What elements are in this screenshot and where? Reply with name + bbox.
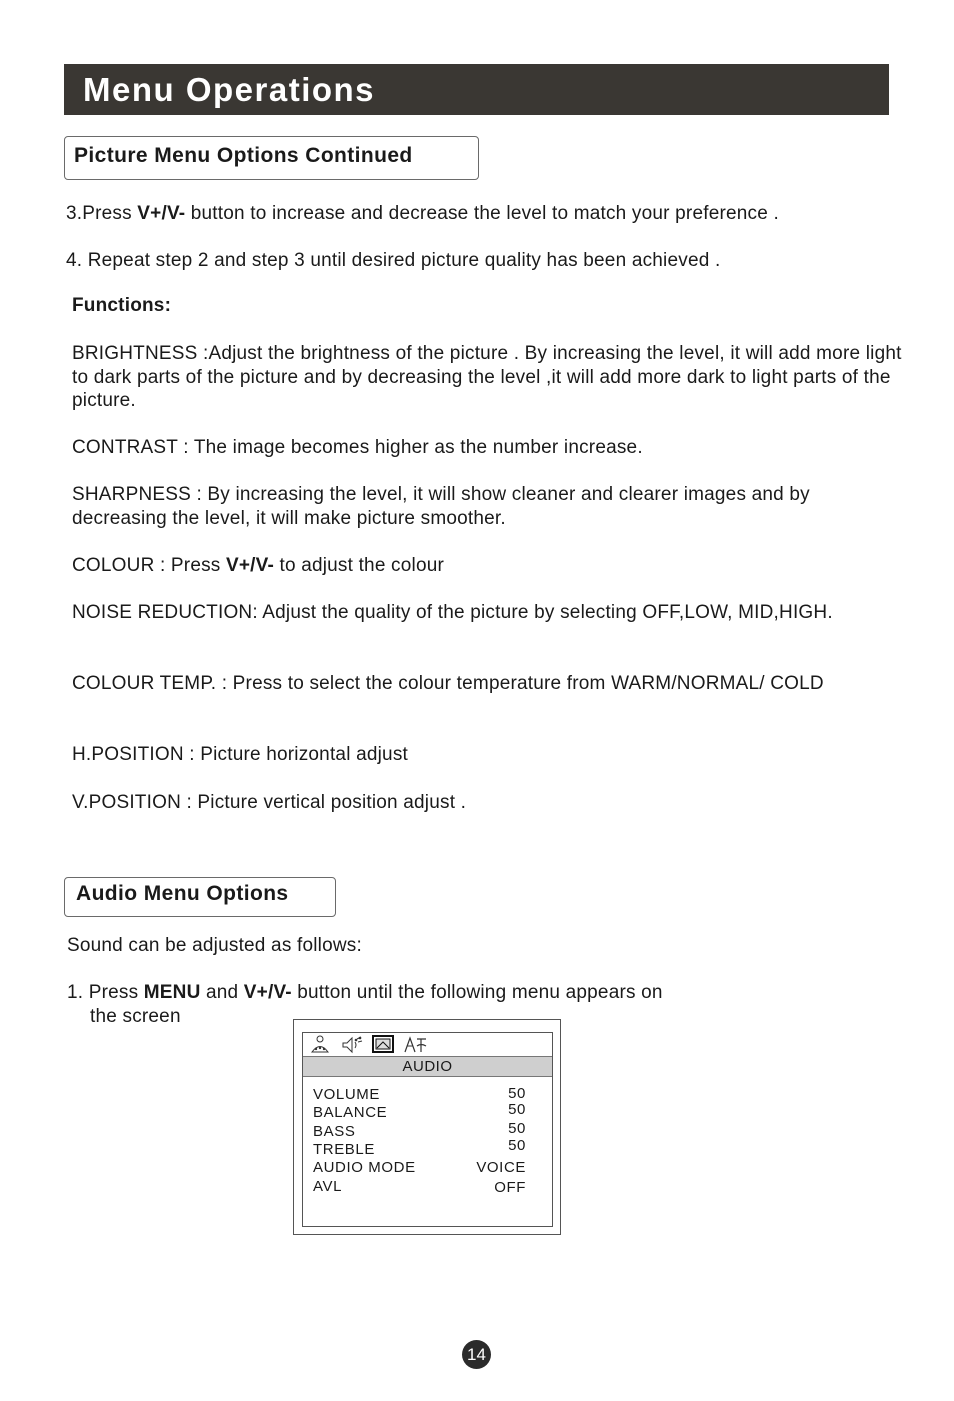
picture-section-heading-box xyxy=(64,136,479,180)
colour-prefix: COLOUR : Press xyxy=(72,555,226,576)
osd-item-value: 50 xyxy=(508,1120,526,1137)
osd-item-label: AVL xyxy=(313,1178,343,1195)
osd-item-label: BALANCE xyxy=(313,1104,388,1121)
speaker-icon xyxy=(341,1035,363,1054)
noise-reduction-description: NOISE REDUCTION: Adjust the quality of the picture by selecting OFF,LOW, MID,HIGH. xyxy=(72,602,833,623)
menu-key: MENU xyxy=(143,982,201,1003)
function-icon xyxy=(402,1035,428,1054)
title-banner xyxy=(64,64,889,115)
osd-item-label: BASS xyxy=(313,1123,356,1140)
colour-temp-description: COLOUR TEMP. : Press to select the colour temperature from WARM/NORMAL/ COLD xyxy=(72,673,824,694)
page-number-badge: 14 xyxy=(462,1340,491,1369)
step-3-key: V+/V- xyxy=(137,203,186,224)
brightness-description: BRIGHTNESS :Adjust the brightness of the picture . By increasing the level, it will add more light to dark parts of the picture and by decreasing the level ,it will add more dark to light parts of the picture. xyxy=(72,343,902,411)
volume-key: V+/V- xyxy=(243,982,292,1003)
osd-item-value: OFF xyxy=(494,1179,526,1196)
picture-icon xyxy=(309,1035,331,1054)
audio-section-title: Audio Menu Options xyxy=(76,882,289,905)
h-position-description: H.POSITION : Picture horizontal adjust xyxy=(72,744,408,765)
audio-section-heading-box xyxy=(64,877,336,917)
osd-header: AUDIO xyxy=(303,1056,552,1077)
colour-description xyxy=(72,554,902,578)
audio-step-1-prefix: 1. Press xyxy=(67,982,144,1003)
osd-item-label: VOLUME xyxy=(313,1086,380,1103)
osd-icon-bar xyxy=(303,1033,552,1056)
audio-osd-panel xyxy=(302,1032,553,1227)
audio-osd-menu xyxy=(293,1019,561,1235)
sharpness-description: SHARPNESS : By increasing the level, it will show cleaner and clearer images and by decreasing the level, it will make picture smoother. xyxy=(72,484,810,529)
osd-item-label: AUDIO MODE xyxy=(313,1159,416,1176)
functions-heading: Functions: xyxy=(72,295,172,316)
osd-item-value: 50 xyxy=(508,1137,526,1154)
osd-item-label: TREBLE xyxy=(313,1141,375,1158)
tv-screen-icon xyxy=(372,1035,396,1054)
contrast-description: CONTRAST : The image becomes higher as the number increase. xyxy=(72,437,643,458)
audio-step-1-mid: and xyxy=(200,982,244,1003)
v-position-description: V.POSITION : Picture vertical position adjust . xyxy=(72,792,467,813)
osd-item-value: 50 xyxy=(508,1085,526,1102)
colour-suffix: to adjust the colour xyxy=(273,555,445,576)
colour-key: V+/V- xyxy=(225,555,274,576)
step-3-text xyxy=(66,202,779,226)
osd-item-value: 50 xyxy=(508,1101,526,1118)
audio-intro: Sound can be adjusted as follows: xyxy=(67,935,362,956)
step-3-suffix: button to increase and decrease the level to match your preference . xyxy=(185,203,779,224)
step-4-text: 4. Repeat step 2 and step 3 until desired picture quality has been achieved . xyxy=(66,250,721,271)
audio-step-1-suffix: button until the following menu appears on xyxy=(291,982,663,1003)
audio-step-1-line-2: the screen xyxy=(90,1006,181,1027)
picture-section-title: Picture Menu Options Continued xyxy=(74,144,413,167)
step-3-prefix: 3.Press xyxy=(66,203,138,224)
osd-item-value: VOICE xyxy=(476,1159,526,1176)
audio-step-1-text xyxy=(67,981,663,1005)
page-title: Menu Operations xyxy=(83,71,376,108)
